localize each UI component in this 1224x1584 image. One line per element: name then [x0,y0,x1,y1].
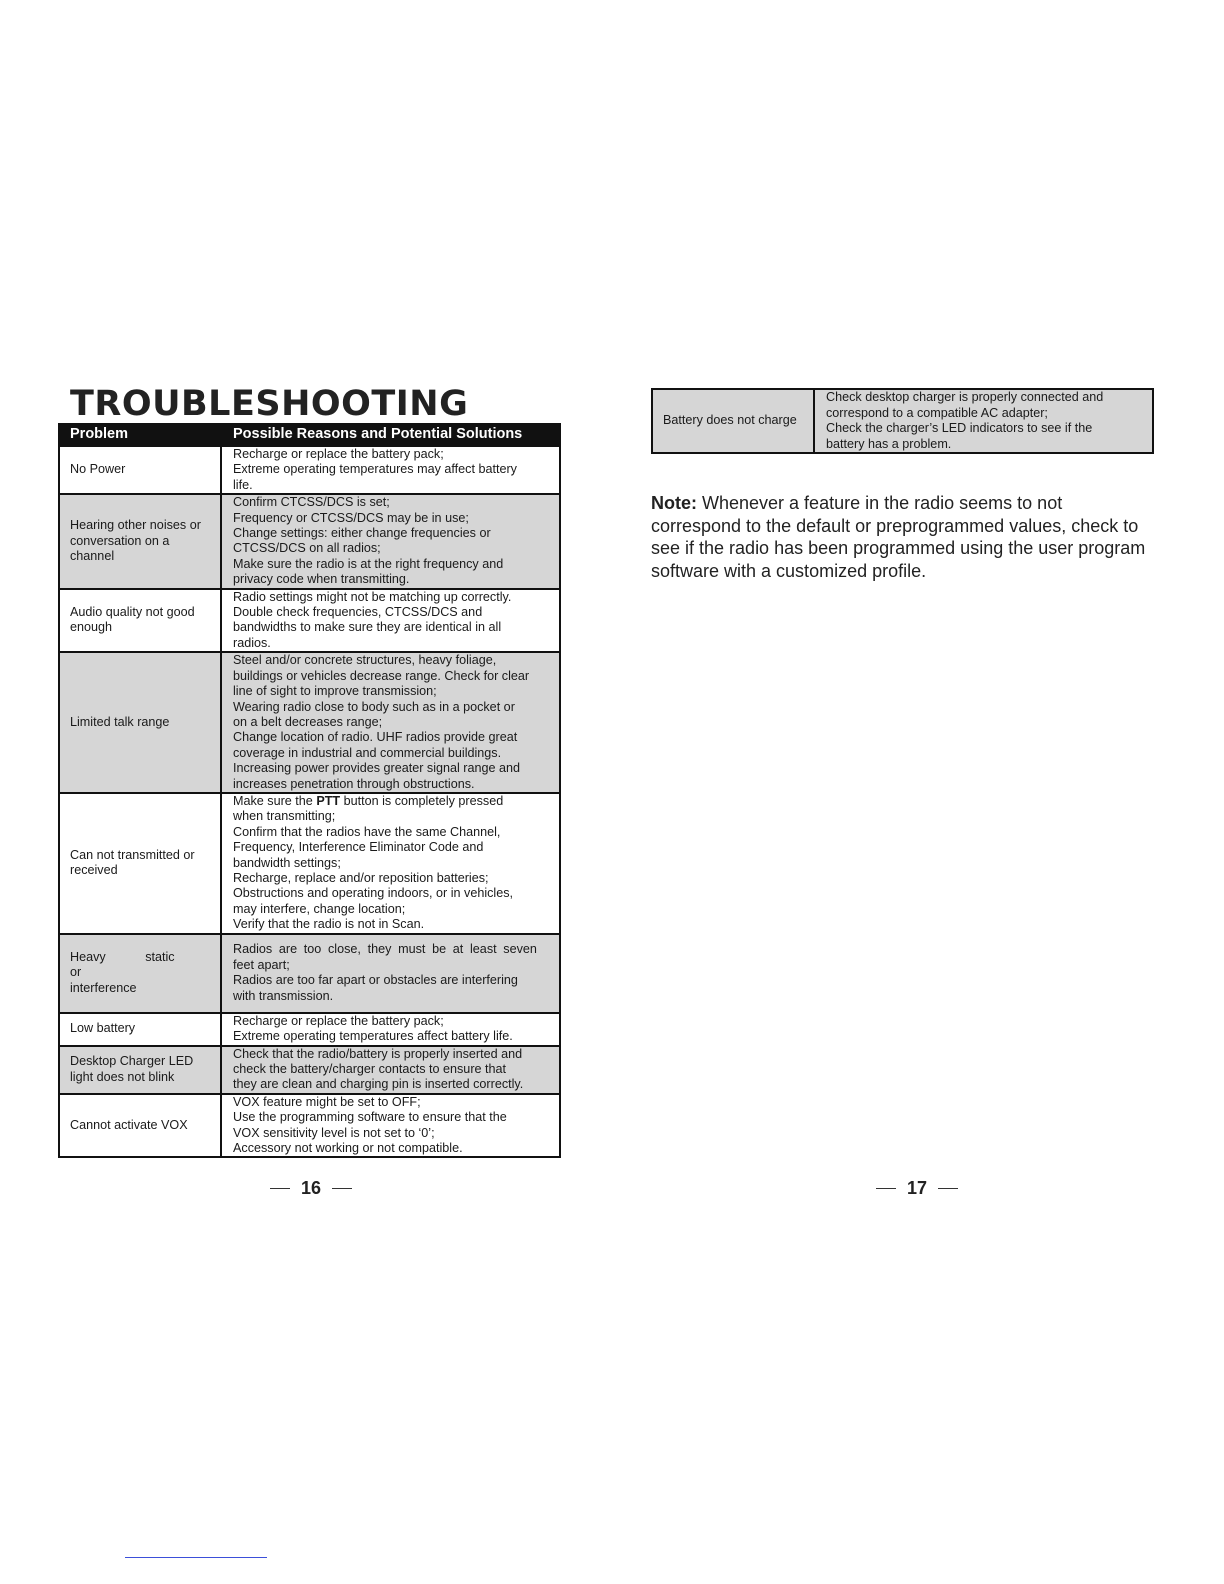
page-number: 16 [301,1178,322,1198]
blue-underline-decoration [125,1557,267,1558]
solution-line: Check desktop charger is properly connected and [826,390,1104,404]
troubleshooting-table-continued [651,388,1154,454]
solution-line: Radios are too far apart or obstacles are interfering [233,973,518,988]
page-number-17 [865,1178,969,1199]
solution-suffix: button is completely pressed [340,793,504,808]
solution-cell [221,1046,560,1094]
solution-line: Recharge, replace and/or reposition batteries; [233,870,489,885]
solution-cell [221,934,560,1013]
ptt-label: PTT [316,793,341,808]
solution-line: Make sure the radio is at the right frequency and [233,556,504,571]
solution-line: feet apart; [233,957,290,972]
troubleshooting-table [58,423,561,1158]
dash-decoration [332,1188,352,1190]
note-text: Whenever a feature in the radio seems to not correspond to the default or preprogrammed values, check to see if the radio has been programmed using the user program software with a customized profile. [651,493,1146,581]
solution-line: on a belt decreases range; [233,714,383,729]
solution-line: Extreme operating temperatures may affect battery [233,462,517,477]
solution-line: Extreme operating temperatures affect battery life. [233,1029,513,1044]
solution-line: Radios are too close, they must be at least seven [233,942,537,957]
problem-cell: Desktop Charger LED light does not blink [59,1046,221,1094]
header-solutions: Possible Reasons and Potential Solutions [221,424,560,446]
solution-cell [814,389,1153,453]
solution-cell [221,1094,560,1158]
table-row [59,446,560,494]
solution-line: life. [233,477,253,492]
problem-line: Heavy static or [70,949,175,980]
solution-line: privacy code when transmitting. [233,572,410,587]
solution-line: Radio settings might not be matching up correctly. [233,589,512,604]
solution-line: Obstructions and operating indoors, or in vehicles, [233,886,514,901]
note-paragraph [651,492,1151,582]
dash-decoration [938,1188,958,1190]
solution-line: CTCSS/DCS on all radios; [233,541,381,556]
dash-decoration [876,1188,896,1190]
problem-cell [59,934,221,1013]
solution-line: battery has a problem. [826,436,952,451]
problem-cell: Can not transmitted or received [59,793,221,934]
solution-line: Confirm that the radios have the same Channel, [233,824,501,839]
table-row [59,494,560,588]
solution-cell [221,793,560,934]
solution-line: buildings or vehicles decrease range. Check for clear [233,668,530,683]
solution-line: VOX feature might be set to OFF; [233,1094,421,1109]
table-row [59,1046,560,1094]
solution-line: bandwidths to make sure they are identical in all [233,620,502,635]
solution-line: Wearing radio close to body such as in a pocket or [233,699,515,714]
solution-line: Frequency or CTCSS/DCS may be in use; [233,510,469,525]
table-row [59,1013,560,1046]
solution-line: Recharge or replace the battery pack; [233,447,444,461]
solution-line: when transmitting; [233,809,336,824]
solution-line: Double check frequencies, CTCSS/DCS and [233,605,483,620]
table-row [59,652,560,793]
solution-cell [221,1013,560,1046]
solution-line: Change location of radio. UHF radios provide great [233,730,518,745]
problem-cell: Low battery [59,1013,221,1046]
problem-line: interference [70,980,137,995]
problem-cell: Battery does not charge [652,389,814,453]
solution-line: may interfere, change location; [233,901,406,916]
page-title: TROUBLESHOOTING [70,384,469,424]
solution-line: Steel and/or concrete structures, heavy foliage, [233,653,497,668]
solution-cell [221,589,560,653]
solution-line: Change settings: either change frequencies or [233,526,491,541]
solution-line: check the battery/charger contacts to ensure that [233,1062,507,1076]
solution-line: Use the programming software to ensure that the [233,1110,507,1125]
solution-line: bandwidth settings; [233,855,341,870]
header-problem: Problem [59,424,221,446]
solution-line: Check that the radio/battery is properly inserted and [233,1046,523,1061]
solution-cell [221,652,560,793]
problem-cell: Audio quality not good enough [59,589,221,653]
table-row [59,589,560,653]
solution-cell [221,494,560,588]
table-row [59,1094,560,1158]
table-row [652,389,1153,453]
solution-cell [221,446,560,494]
solution-line: Increasing power provides greater signal range and [233,761,521,776]
solution-line: Confirm CTCSS/DCS is set; [233,495,390,510]
solution-line: Check the charger’s LED indicators to see if the [826,421,1093,436]
problem-cell: Hearing other noises or conversation on a channel [59,494,221,588]
table-row [59,793,560,934]
page-number: 17 [907,1178,928,1198]
table-header-row [59,424,560,446]
solution-line: with transmission. [233,988,334,1003]
solution-line: correspond to a compatible AC adapter; [826,405,1048,420]
solution-line: they are clean and charging pin is inserted correctly. [233,1077,524,1092]
solution-line: Verify that the radio is not in Scan. [233,917,425,932]
note-label: Note: [651,493,697,513]
problem-cell: No Power [59,446,221,494]
solution-line: Accessory not working or not compatible. [233,1141,463,1156]
solution-line: radios. [233,635,271,650]
dash-decoration [270,1188,290,1190]
problem-cell: Limited talk range [59,652,221,793]
solution-line: increases penetration through obstructions. [233,776,475,791]
solution-line: line of sight to improve transmission; [233,684,437,699]
solution-line: VOX sensitivity level is not set to ‘0’; [233,1125,435,1140]
problem-cell: Cannot activate VOX [59,1094,221,1158]
page-number-16 [259,1178,363,1199]
table-row [59,934,560,1013]
solution-line: Recharge or replace the battery pack; [233,1013,444,1028]
solution-prefix: Make sure the [233,793,317,808]
solution-line [233,794,551,809]
solution-line: coverage in industrial and commercial buildings. [233,745,502,760]
solution-line: Frequency, Interference Eliminator Code and [233,840,484,855]
